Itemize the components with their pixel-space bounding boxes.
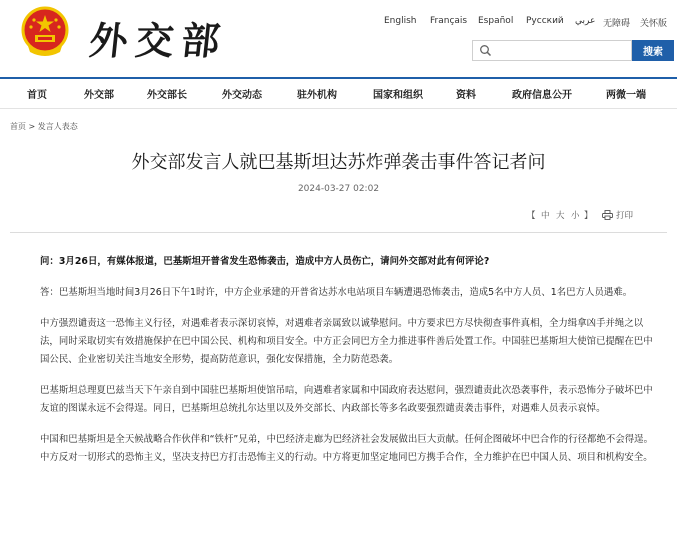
search-box	[472, 40, 632, 61]
breadcrumb-separator: >	[26, 122, 38, 131]
content-divider	[10, 232, 667, 233]
article-paragraph: 中国和巴基斯坦是全天候战略合作伙伴和“铁杆”兄弟，中巴经济走廊为巴经济社会发展做出巨大贡献。任何企图破坏中巴合作的行径都绝不会得逞。中方反对一切形式的恐怖主义，坚决支持巴方打击恐怖主义的行动。中方将更加坚定地同巴方携手合作，全力维护在巴中国人员、项目和机构安全。	[40, 434, 654, 463]
breadcrumb-current[interactable]: 发言人表态	[37, 122, 78, 131]
font-size-medium-link[interactable]: 大	[556, 211, 565, 221]
breadcrumb	[10, 121, 78, 132]
site-header	[0, 0, 677, 78]
national-emblem-icon[interactable]	[20, 6, 70, 58]
lang-link-french[interactable]: Français	[430, 16, 468, 26]
site-logo-text[interactable]: 外交部	[87, 18, 231, 63]
article-date: 2024-03-27 02:02	[297, 184, 380, 194]
font-size-large-link[interactable]: 中	[541, 211, 550, 221]
elderly-care-link[interactable]: 关怀版	[640, 19, 668, 29]
nav-item-minister[interactable]: 外交部长	[147, 90, 187, 101]
nav-item-home[interactable]: 首页	[27, 90, 47, 101]
font-size-bracket-close: 】	[584, 211, 593, 221]
lang-link-spanish[interactable]: Español	[478, 16, 514, 26]
main-nav	[0, 79, 677, 109]
article-paragraph: 中方强烈谴责这一恐怖主义行径，对遇难者表示深切哀悼，对遇难者亲属致以诚挚慰问。中方要求巴方尽快彻查事件真相，全力缉拿凶手并绳之以法，同时采取切实有效措施保护在巴中国公民、机构和项目安全。中方正会同巴方全力推进事件善后处置工作。中国驻巴基斯坦大使馆已提醒在巴中国公民、企业密切关注当地安全形势，提高防范意识，强化安保措施，全力防范恐袭。	[40, 318, 653, 365]
article-paragraph: 巴基斯坦总理夏巴兹当天下午亲自到中国驻巴基斯坦使馆吊唁，向遇难者家属和中国政府表达慰问，强烈谴责此次恐袭事件，表示恐怖分子破坏巴中友谊的图谋永远不会得逞。同日，巴基斯坦总统扎尔达里以及外交部长、内政部长等多名政要强烈谴责袭击事件，对遇难人员表示哀悼。	[40, 385, 653, 414]
nav-item-countries-orgs[interactable]: 国家和组织	[373, 90, 423, 101]
nav-item-diplomatic-news[interactable]: 外交动态	[222, 90, 262, 101]
lang-link-arabic[interactable]: عربي	[575, 16, 596, 26]
print-icon[interactable]	[602, 210, 613, 220]
article-body	[40, 253, 660, 480]
nav-item-gov-info[interactable]: 政府信息公开	[512, 90, 572, 101]
article-title: 外交部发言人就巴基斯坦达苏炸弹袭击事件答记者问	[131, 152, 546, 173]
lang-link-english[interactable]: English	[384, 16, 417, 26]
search-icon	[479, 44, 492, 57]
nav-item-missions-abroad[interactable]: 驻外机构	[297, 90, 337, 101]
nav-item-ministry[interactable]: 外交部	[84, 90, 114, 101]
font-size-bracket-open: 【	[527, 211, 536, 221]
lang-link-russian[interactable]: Русский	[526, 16, 564, 26]
search-button[interactable]: 搜索	[632, 40, 674, 61]
nav-item-resources[interactable]: 资料	[456, 90, 476, 101]
article-paragraph: 答：巴基斯坦当地时间3月26日下午1时许，中方企业承建的开普省达苏水电站项目车辆遭遇恐怖袭击，造成5名中方人员、1名巴方人员遇难。	[40, 287, 633, 298]
print-link[interactable]: 打印	[616, 211, 634, 221]
accessibility-link[interactable]: 无障碍	[603, 19, 631, 29]
nav-item-social-media[interactable]: 两微一端	[606, 90, 646, 101]
font-size-small-link[interactable]: 小	[571, 211, 580, 221]
breadcrumb-home[interactable]: 首页	[10, 122, 26, 131]
language-links	[380, 16, 677, 30]
article-question: 问：3月26日，有媒体报道，巴基斯坦开普省发生恐怖袭击，造成中方人员伤亡，请问外交部对此有何评论?	[40, 256, 490, 267]
search-input[interactable]	[495, 43, 629, 58]
article-tools	[527, 209, 667, 223]
